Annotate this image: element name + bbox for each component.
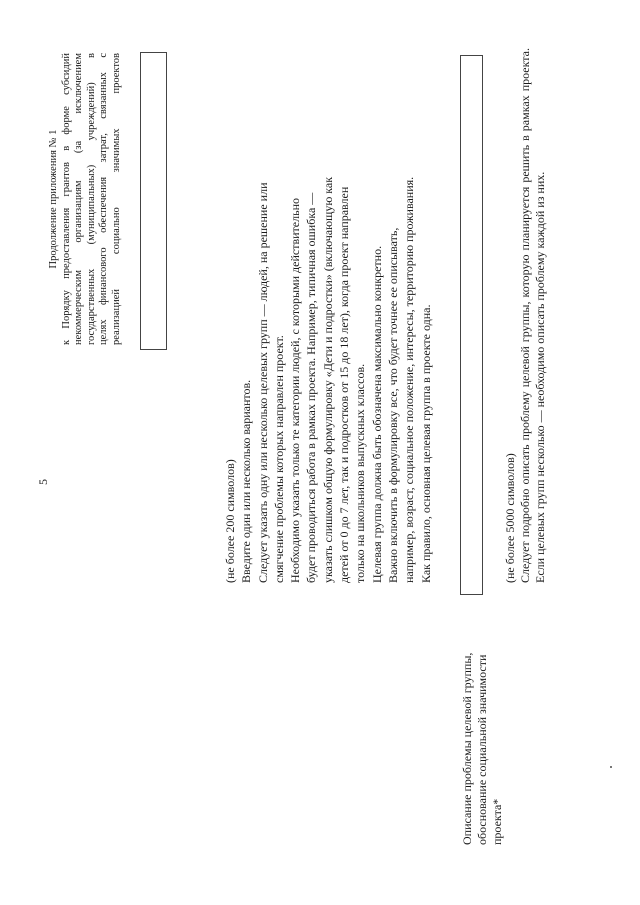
guidance-line: смягчение проблемы которых направлен проект.: [271, 335, 286, 583]
target-group-input-box[interactable]: [140, 52, 167, 350]
problem-text: Следует подробно описать проблему целевой группы, которую планируется решить в рамках проекта. Если целевых групп несколько — необходимо описать проблему каждой из них.: [518, 48, 548, 583]
target-group-guidance: [222, 48, 434, 583]
guidance-line: Необходимо указать только те категории людей, с которыми действительно: [288, 197, 303, 583]
problem-input-box[interactable]: [460, 55, 483, 595]
appendix-line: государственных (муниципальных) учреждений) в: [85, 53, 97, 345]
guidance-line: Как правило, основная целевая группа в проекте одна.: [418, 304, 433, 583]
appendix-reference: [61, 53, 124, 345]
scan-speck: [610, 766, 612, 768]
appendix-line: к Порядку предоставления грантов в форме субсидий: [60, 53, 72, 345]
problem-section-label: Описание проблемы целевой группы, обоснование социальной значимости проекта*: [460, 652, 504, 845]
guidance-line: указать слишком общую формулировку «Дети и подростки» (включающую как: [320, 176, 335, 583]
guidance-line: детей от 0 до 7 лет, так и подростков от 15 до 18 лет), когда проект направлен: [337, 186, 352, 583]
page-number: 5: [36, 479, 50, 485]
guidance-line: только на школьников выпускных классов.: [353, 363, 368, 583]
guidance-line: Введите один или несколько вариантов.: [239, 379, 254, 583]
appendix-header: [48, 53, 124, 345]
target-group-limit: (не более 200 символов): [223, 459, 237, 583]
appendix-line: целях финансового обеспечения затрат, связанных с: [98, 53, 110, 345]
guidance-line: Следует указать одну или несколько целевых групп — людей, на решение или: [255, 182, 270, 583]
problem-guidance: [503, 48, 549, 583]
appendix-line: некоммерческим организациям (за исключением: [73, 53, 85, 345]
appendix-title: Продолжение приложения № 1: [48, 129, 59, 269]
guidance-line: например, возраст, социальное положение, интересы, территорию проживания.: [402, 176, 417, 583]
appendix-line: реализацией социально значимых проектов: [110, 53, 122, 345]
guidance-line: Важно включить в формулировку все, что будет точнее ее описывать,: [385, 227, 400, 583]
problem-limit: (не более 5000 символов): [503, 453, 517, 583]
guidance-line: будет проводиться работа в рамках проекта. Например, типичная ошибка —: [304, 192, 319, 583]
guidance-line: Целевая группа должна быть обозначена максимально конкретно.: [369, 245, 384, 583]
